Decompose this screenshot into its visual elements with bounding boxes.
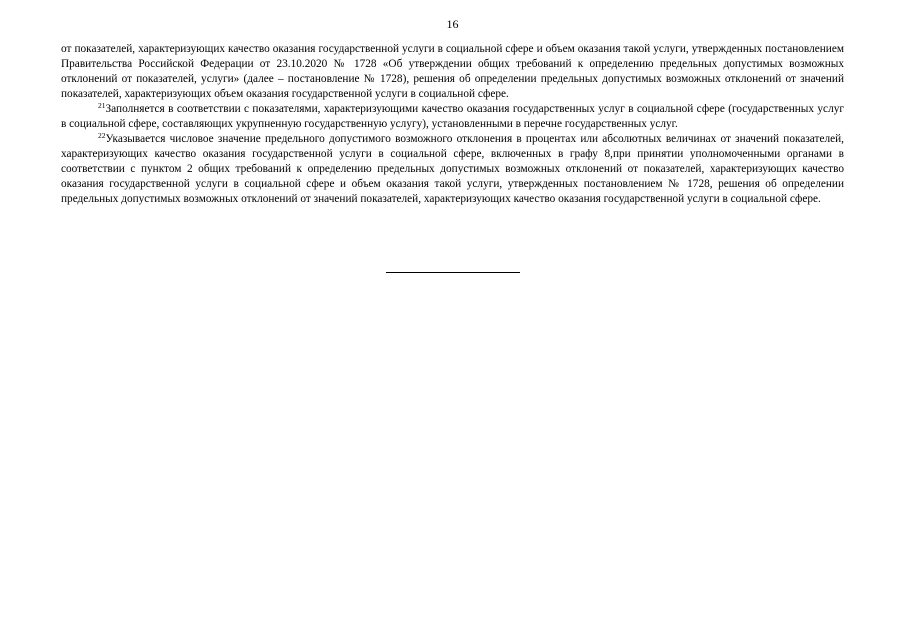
footnote-text: Заполняется в соответствии с показателями, характеризующими качество оказания государственных услуг в социальной сфере (государственных услуг в социальной сфере, составляющих укрупненную государственную услугу), установленными в перечне государственных услуг. — [61, 103, 844, 130]
end-separator-line — [386, 272, 520, 273]
footnote-22 — [61, 132, 844, 207]
paragraph-text: от показателей, характеризующих качество оказания государственной услуги в социальной сфере и объем оказания такой услуги, утвержденных постановлением Правительства Российской Федерации от 23.10.2020 № 1728 «Об утверждении общих требований к определению предельных допустимых возможных отклонений от показателей, услуги» (далее – постановление № 1728), решения об определении предельных допустимых возможных отклонений от значений показателей, характеризующих объем оказания государственной услуги в социальной сфере. — [61, 43, 844, 100]
document-body — [61, 42, 844, 207]
footnote-marker: 22 — [98, 131, 106, 140]
footnote-21 — [61, 102, 844, 132]
footnote-marker: 21 — [98, 101, 106, 110]
paragraph-continuation — [61, 42, 844, 102]
page-number: 16 — [446, 17, 459, 31]
footnote-text: Указывается числовое значение предельного допустимого возможного отклонения в процентах или абсолютных величинах от значений показателей, характеризующих качество оказания государственной услуги в социальной сфере, включенных в графу 8,при принятии уполномоченными органами в соответствии с пунктом 2 общих требований к определению предельных допустимых возможных отклонений от показателей, характеризующих качество оказания государственной услуги в социальной сфере и объем оказания такой услуги, утвержденных постановлением № 1728, решения об определении предельных допустимых возможных отклонений от значений показателей, характеризующих качество оказания государственной услуги в социальной сфере. — [61, 133, 844, 205]
